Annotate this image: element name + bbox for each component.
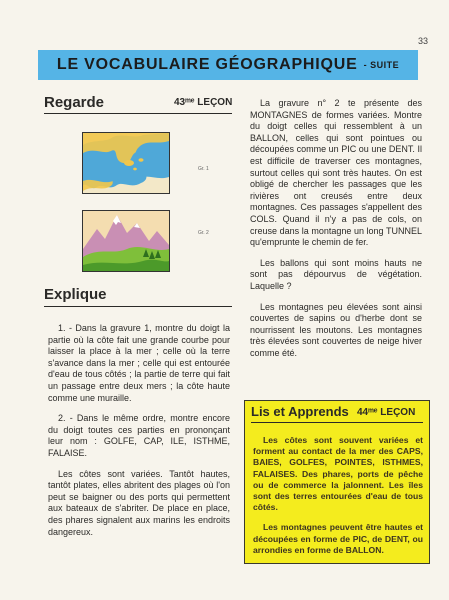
figure-2-label: Gr. 2 [198, 230, 209, 236]
lis-apprends-heading: Lis et Apprends [251, 404, 349, 419]
lesson-43-label: 43ᵐᵉ LEÇON [174, 97, 233, 108]
explique-paragraph: Les côtes sont variées. Tantôt hautes, tantôt plates, elles abritent des plages où l'on peut se baigner ou des ports qui permettent aux bateaux de s'abriter. De place en place, des phares signalent aux marins les endroits dangereux. [48, 468, 230, 537]
page-number: 33 [418, 36, 429, 46]
lesson-44-label: 44ᵐᵉ LEÇON [357, 407, 416, 418]
explique-heading: Explique [44, 286, 107, 303]
lis-apprends-underline [251, 422, 423, 423]
mountains-text [250, 98, 422, 368]
explique-paragraph: 2. - Dans le même ordre, montre encore du doigt toutes ces parties en prononçant leur nom : GOLFE, CAP, ILE, ISTHME, FALAISE. [48, 413, 230, 458]
title-banner [38, 50, 418, 80]
figure-1-label: Gr. 1 [198, 166, 209, 172]
mountains-paragraph: La gravure n° 2 te présente des MONTAGNES de formes variées. Montre du doigt celles qui ressemblent à un BALLON, celles qui sont pointues ou découpées comme un PIC ou une DENT. Il est difficile de traverser ces montagnes, surtout celles qui sont très hautes. On est obligé de chercher les passages que les rivières ont creusés entre deux montagnes. Ces passages s'appellent des COLS. Quand il n'y a pas de cols, on creuse dans la montagne un long TUNNEL qu'emprunte le chemin de fer. [250, 98, 422, 248]
explique-underline [44, 306, 232, 307]
mountains-paragraph: Les montagnes peu élevées sont ainsi couvertes de sapins ou d'herbe dont se nourrissent les moutons. Les montagnes très élevées sont couvertes de neige hiver comme été. [250, 301, 422, 358]
explique-paragraph: 1. - Dans la gravure 1, montre du doigt la partie où la côte fait une grande courbe pour laisser la place à la mer ; celle où la terre s'avance dans la mer ; celle qui est entourée d'eau de tous côtés ; la partie de terre qui fait un passage entre deux mers ; la côte haute comme une muraille. [48, 323, 230, 403]
regarde-heading: Regarde [44, 94, 105, 111]
regarde-underline [44, 113, 232, 114]
lis-apprends-box [244, 400, 430, 564]
lis-apprends-text [253, 435, 423, 565]
figure-coast-map [82, 132, 170, 194]
explique-text [48, 323, 230, 547]
figure-mountains [82, 210, 170, 272]
lis-apprends-paragraph: Les côtes sont souvent variées et forment au contact de la mer des CAPS, BAIES, GOLFES, POINTES, ISTHMES, FALAISES. Des phares, ports de pêche ou de commerce la jalonnent. Les îles sont des terres entourées d'eau de tous côtés. [253, 435, 423, 513]
banner-title: LE VOCABULAIRE GÉOGRAPHIQUE [56, 56, 358, 73]
mountains-paragraph: Les ballons qui sont moins hauts ne sont pas dépourvus de végétation. Laquelle ? [250, 257, 422, 291]
lis-apprends-paragraph: Les montagnes peuvent être hautes et découpées en forme de PIC, de DENT, ou arrondies en forme de BALLON. [253, 522, 423, 555]
banner-suffix: - SUITE [363, 60, 400, 70]
